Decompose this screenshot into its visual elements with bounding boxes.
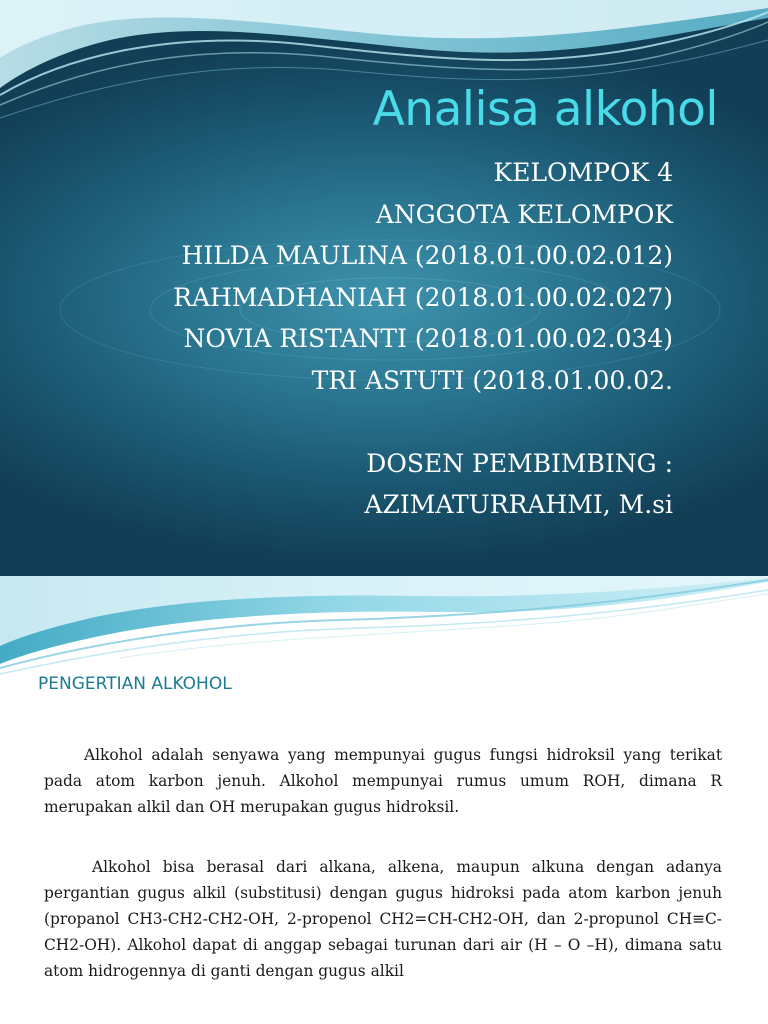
supervisor-label: DOSEN PEMBIMBING : xyxy=(366,448,673,478)
content-slide xyxy=(0,576,768,1024)
decorative-wave-header xyxy=(0,576,768,676)
slide-title: Analisa alkohol xyxy=(372,82,718,137)
group-name: KELOMPOK 4 xyxy=(493,158,673,187)
definition-paragraph: Alkohol adalah senyawa yang mempunyai gugus fungsi hidroksil yang terikat pada atom karbon jenuh. Alkohol mempunyai rumus umum ROH, dimana R merupakan alkil dan OH merupakan gugus hidroksil. xyxy=(44,746,722,816)
supervisor-name: AZIMATURRAHMI, M.si xyxy=(364,490,673,519)
group-info-list xyxy=(173,152,673,526)
member-4: TRI ASTUTI (2018.01.00.02. xyxy=(311,365,673,395)
origin-paragraph: Alkohol bisa berasal dari alkana, alkena, maupun alkuna dengan adanya pergantian gugus alkil (substitusi) dengan gugus hidroksi pada atom karbon jenuh (propanol CH3-CH2-CH2-OH, 2-propenol CH2=CH-CH2-OH, dan 2-propunol CH≡C-CH2-OH). Alkohol dapat di anggap sebagai turunan dari air (H – O –H), dimana satu atom hidrogennya di ganti dengan gugus alkil xyxy=(44,858,722,980)
member-2: RAHMADHANIAH (2018.01.00.02.027) xyxy=(173,282,673,312)
section-heading: PENGERTIAN ALKOHOL xyxy=(38,674,232,694)
member-1: HILDA MAULINA (2018.01.00.02.012) xyxy=(181,241,673,270)
member-3: NOVIA RISTANTI (2018.01.00.02.034) xyxy=(183,324,673,353)
blank-line xyxy=(173,401,673,443)
members-label: ANGGOTA KELOMPOK xyxy=(375,199,673,229)
